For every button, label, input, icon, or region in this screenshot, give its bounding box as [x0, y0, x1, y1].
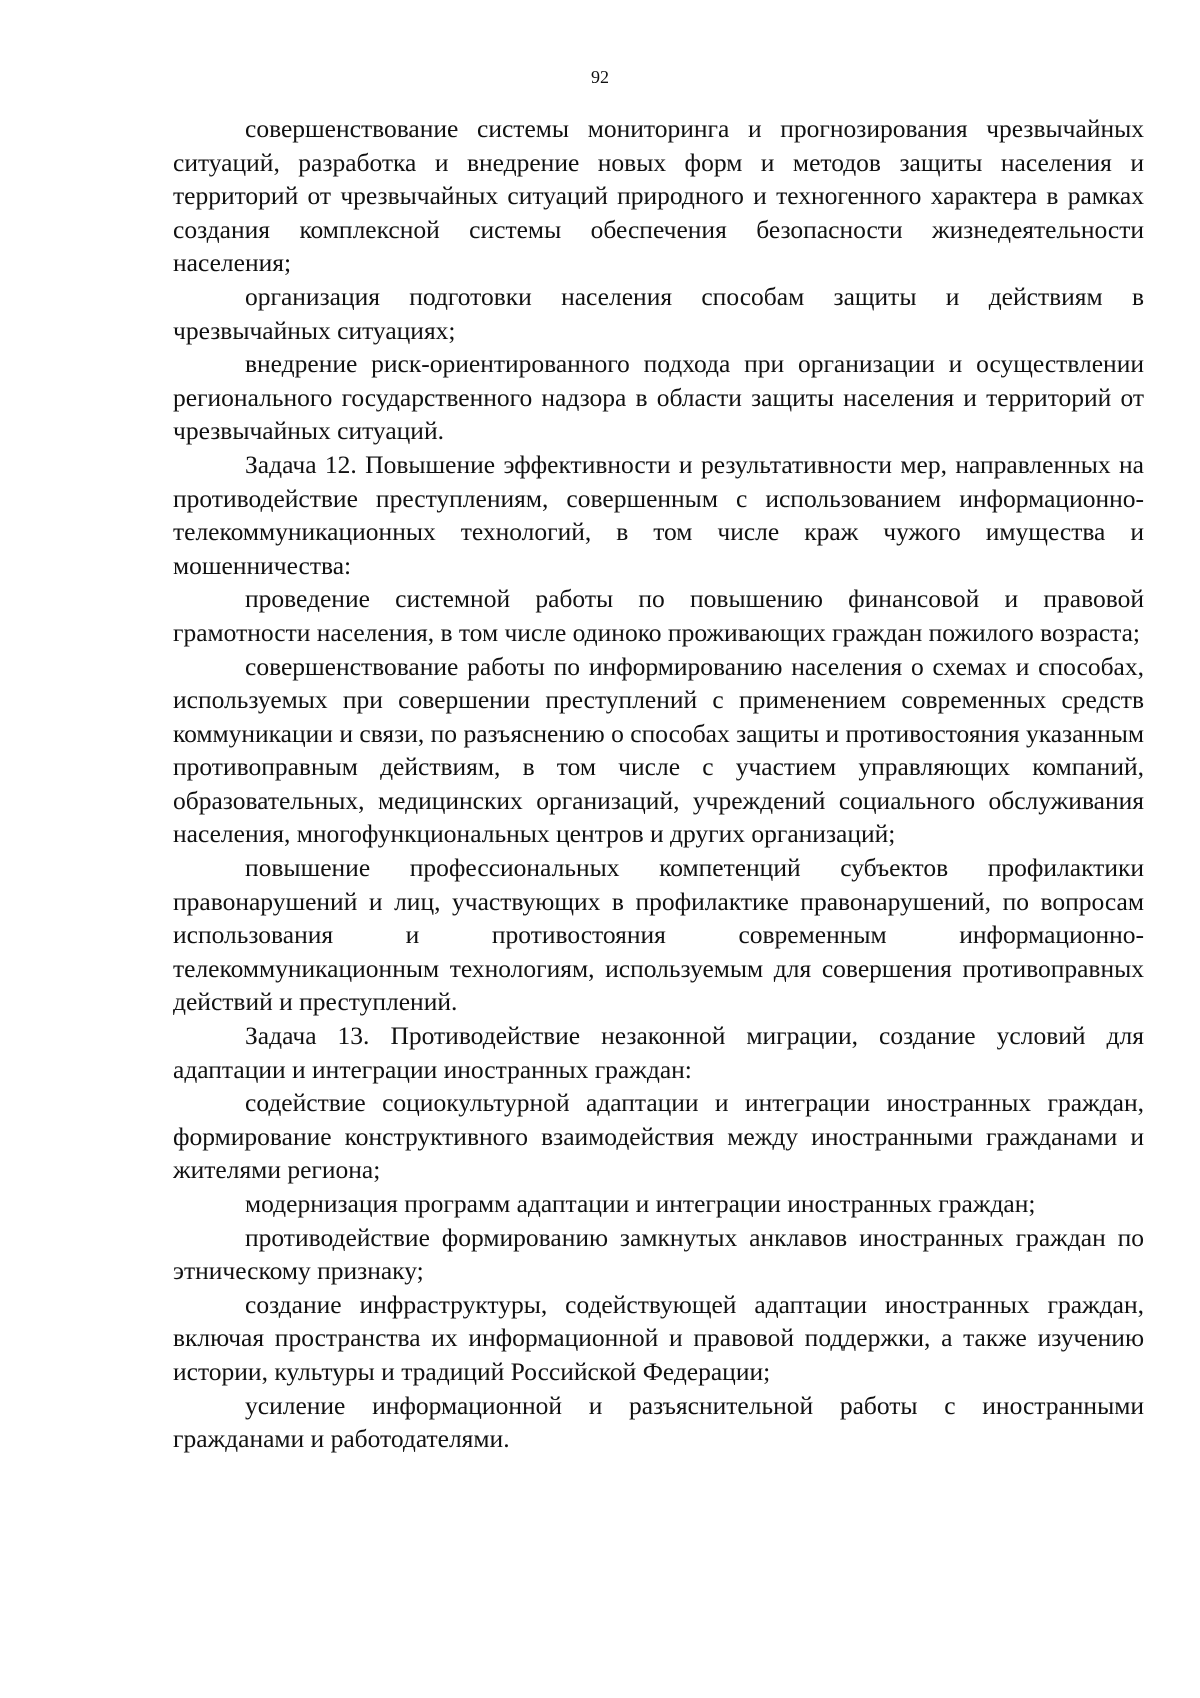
- paragraph: внедрение риск-ориентированного подхода при организации и осуществлении регионального государственного надзора в области защиты населения и территорий от чрезвычайных ситуаций.: [173, 349, 1144, 446]
- paragraph: модернизация программ адаптации и интеграции иностранных граждан;: [245, 1189, 1036, 1218]
- paragraph: организация подготовки населения способам защиты и действиям в чрезвычайных ситуациях;: [173, 281, 1144, 345]
- paragraph: усиление информационной и разъяснительной работы с иностранными гражданами и работодателями.: [173, 1390, 1144, 1454]
- page-number: 92: [591, 67, 609, 87]
- paragraph: противодействие формированию замкнутых анклавов иностранных граждан по этническому признаку;: [173, 1222, 1144, 1286]
- paragraph: совершенствование системы мониторинга и прогнозирования чрезвычайных ситуаций, разработка и внедрение новых форм и методов защиты населения и территорий от чрезвычайных ситуаций природного и техногенного характера в рамках создания комплексной системы обеспечения безопасности жизнедеятельности населения;: [173, 114, 1144, 278]
- document-body: [173, 112, 1144, 1456]
- paragraph: создание инфраструктуры, содействующей адаптации иностранных граждан, включая пространства их информационной и правовой поддержки, а также изучению истории, культуры и традиций Российской Федерации;: [173, 1289, 1144, 1386]
- task-heading-paragraph: Задача 12. Повышение эффективности и результативности мер, направленных на противодействие преступлениям, совершенным с использованием информационно-телекоммуникационных технологий, в том числе краж чужого имущества и мошенничества:: [173, 449, 1144, 580]
- paragraph: содействие социокультурной адаптации и интеграции иностранных граждан, формирование конструктивного взаимодействия между иностранными гражданами и жителями региона;: [173, 1088, 1144, 1185]
- paragraph: проведение системной работы по повышению финансовой и правовой грамотности населения, в том числе одиноко проживающих граждан пожилого возраста;: [173, 584, 1144, 647]
- paragraph: совершенствование работы по информированию населения о схемах и способах, используемых при совершении преступлений с применением современных средств коммуникации и связи, по разъяснению о способах защиты и противостояния указанным противоправным действиям, в том числе с участием управляющих компаний, образовательных, медицинских организаций, учреждений социального обслуживания населения, многофункциональных центров и других организаций;: [173, 651, 1144, 849]
- task-heading-paragraph: Задача 13. Противодействие незаконной миграции, создание условий для адаптации и интеграции иностранных граждан:: [173, 1021, 1144, 1084]
- paragraph: повышение профессиональных компетенций субъектов профилактики правонарушений и лиц, участвующих в профилактике правонарушений, по вопросам использования и противостояния современным информационно-телекоммуникационным технологиям, используемым для совершения противоправных действий и преступлений.: [173, 853, 1144, 1017]
